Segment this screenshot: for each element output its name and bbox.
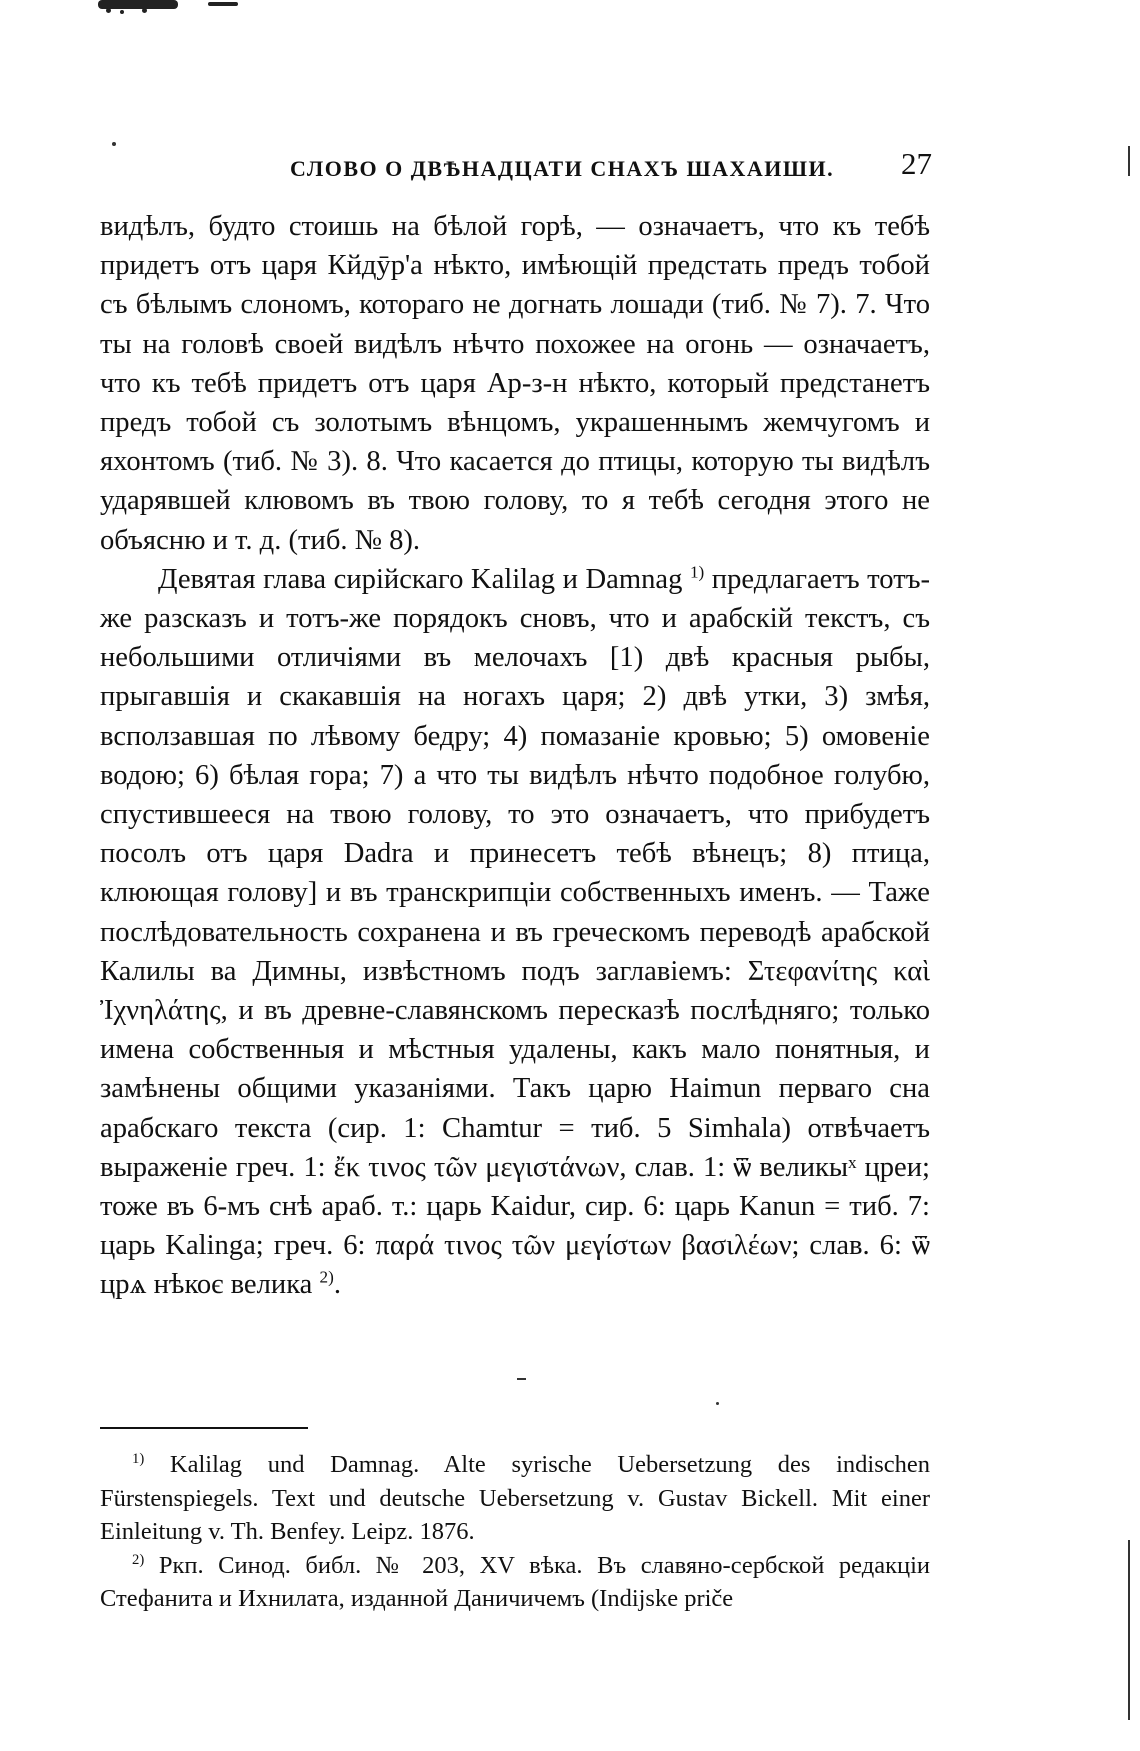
paragraph <box>100 560 930 1305</box>
paragraph-text: предлагаетъ тотъ-же разсказъ и тотъ-же порядокъ сновъ, что и арабскій текстъ, съ небольшими отличіями въ мелочахъ [1) двѣ красныя рыбы, прыгавшія и скакавшія на ногахъ царя; 2) двѣ утки, 3) змѣя, всползавшая по лѣвому бедру; 4) помазаніе кровью; 5) омовеніе водою; 6) бѣлая гора; 7) а что ты видѣлъ нѣчто подобное голубю, спустившееся на твою голову, то это означаетъ, что прибудетъ посолъ отъ царя Dadra и принесетъ тебѣ вѣнецъ; 8) птица, клюющая голову] и въ транскрипціи собственныхъ именъ. — Таже послѣдовательность сохранена и въ греческомъ переводѣ арабской Калилы ва Димны, извѣстномъ подъ заглавіемъ: Στεφανίτης καὶ Ἰχνηλάτης, и въ древне-славянскомъ пересказѣ послѣдняго; только имена собственныя и мѣстныя удалены, какъ мало понятныя, и замѣнены общими указаніями. Такъ царю Haimun перваго сна арабскаго текста (сир. 1: Chamtur = тиб. 5 Simhala) отвѣчаетъ выраженіе греч. 1: ἔκ τινος τῶν μεγιστάνων, слав. 1: ѿ великыˣ цреи; тоже въ 6-мъ снѣ араб. т.: царь Kaidur, сир. 6: царь Kanun = тиб. 7: царь Kalinga; греч. 6: παρά τινος τῶν μεγίστων βασιλέων; слав. 6: ѿ црѧ нѣкоє велика <box>100 563 931 1301</box>
scan-speck <box>716 1402 719 1405</box>
footnote-reference: 2) <box>319 1267 334 1287</box>
footnote-text: Kalilag und Damnag. Alte syrische Uebersetzung des indischen Fürstenspiegels. Text und deutsche Uebersetzung v. Gustav Bickell. Mit einer Einleitung v. Th. Benfey. Leipz. 1876. <box>100 1451 930 1545</box>
scan-edge-line <box>1128 1540 1130 1720</box>
scan-edge-line <box>1128 146 1130 176</box>
page-number: 27 <box>901 146 932 181</box>
footnote-marker: 1) <box>132 1450 145 1467</box>
paragraph-text: Девятая глава сирійскаго Kalilag и Damnag <box>158 563 683 595</box>
footnote-text: Ркп. Синод. библ. № 203, XV вѣка. Въ славяно-сербской редакціи Стефанита и Ихнилата, изданной Даничичемъ (Indijske priče <box>100 1551 930 1612</box>
scan-ink-blot <box>58 0 258 16</box>
paragraph-text: . <box>333 1269 341 1301</box>
running-head: СЛОВО О ДВѢНАДЦАТИ СНАХЪ ШАХАИШИ. <box>290 156 835 181</box>
footnote-divider <box>100 1427 308 1429</box>
scan-speck <box>517 1378 526 1380</box>
paragraph: видѣлъ, будто стоишь на бѣлой горѣ, — означаетъ, что къ тебѣ придетъ отъ царя Кйдӯр'а нѣкто, имѣющій предстать предъ тобой съ бѣлымъ слономъ, котораго не догнать лошади (тиб. № 7). 7. Что ты на головѣ своей видѣлъ нѣчто похожее на огонь — означаетъ, что къ тебѣ придетъ отъ царя Ар-з-н нѣкто, который предстанетъ предъ тобой съ золотымъ вѣнцомъ, украшеннымъ жемчугомъ и яхонтомъ (тиб. № 3). 8. Что касается до птицы, которую ты видѣлъ ударявшей клювомъ въ твою голову, то я тебѣ сегодня этого не объясню и т. д. (тиб. № 8). <box>100 211 930 556</box>
footnote-reference: 1) <box>689 562 705 582</box>
footnote <box>100 1448 930 1549</box>
footnote <box>100 1549 930 1616</box>
page-header <box>100 146 940 190</box>
footnote-marker: 2) <box>132 1551 145 1568</box>
footnotes <box>100 1448 930 1616</box>
main-text <box>100 207 930 1305</box>
